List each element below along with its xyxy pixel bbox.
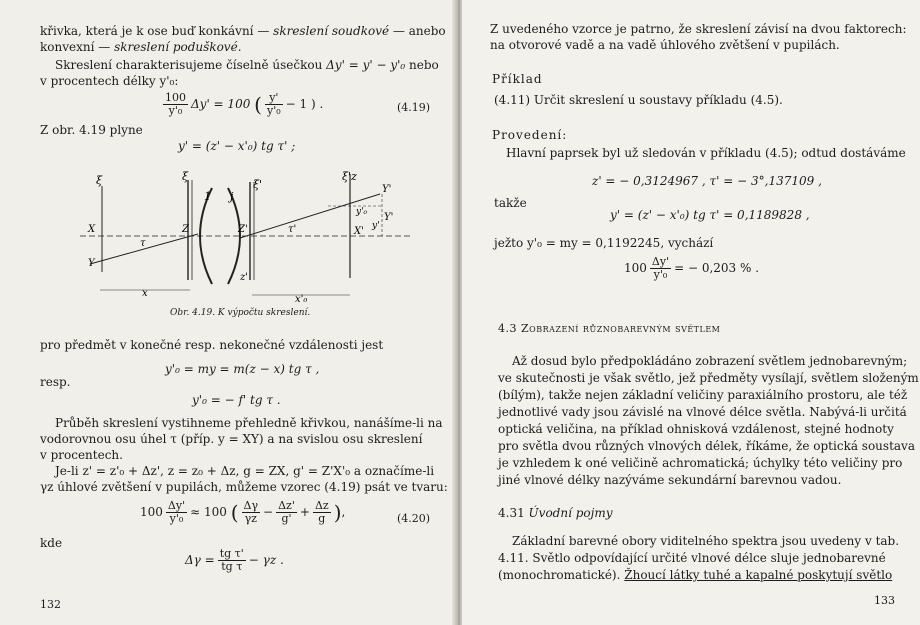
r-equation-2: y' = (z' − x'₀) tg τ' = 0,1189828 , bbox=[610, 208, 810, 222]
heading-priklad: Příklad bbox=[492, 72, 543, 86]
b-line-1: Až dosud bylo předpokládáno zobrazení světlem jednobarevným; bbox=[512, 354, 908, 368]
equation-tg: y' = (z' − x'₀) tg τ' ; bbox=[178, 139, 296, 153]
label-x: x bbox=[142, 288, 148, 299]
label-Y: Y bbox=[88, 258, 95, 269]
c-line-3: (monochromatické). Žhoucí látky tuhé a kapalné poskytují světlo bbox=[498, 568, 893, 582]
section-heading-4-3: 4.3 Zobrazení různobarevným světlem bbox=[498, 322, 721, 335]
equation-y0: y'₀ = my = m(z − x) tg τ , bbox=[165, 362, 320, 376]
label-y-prime: y' bbox=[372, 221, 380, 231]
label-z-prime: z' bbox=[240, 272, 249, 283]
c-line-1: Základní barevné obory viditelného spektra jsou uvedeny v tab. bbox=[512, 534, 900, 548]
r-line-1: Z uvedeného vzorce je patrno, že skreslení závisí na dvou faktorech: bbox=[490, 22, 907, 36]
label-Y-prime-top: Y' bbox=[382, 184, 392, 195]
page-number-left: 132 bbox=[40, 598, 61, 611]
r-line-8: ježto y'₀ = my = 0,1192245, vychází bbox=[494, 236, 714, 250]
equation-dgamma: Δγ = $\frac{\text{tg τ'}}{\text{tg τ}}$ − γz . bbox=[185, 547, 284, 573]
left-page bbox=[0, 0, 456, 625]
r-equation-1: z' = − 0,3124967 , τ' = − 3°,137109 , bbox=[592, 174, 822, 188]
para-2: vodorovnou osu úhel τ (příp. y = XY) a na svislou osu skreslení bbox=[40, 432, 423, 446]
page-number-right: 133 bbox=[874, 594, 895, 607]
figure-4-19 bbox=[80, 170, 415, 305]
r-line-2: na otvorové vadě a na vadě úhlového zvětšení v pupilách. bbox=[490, 38, 840, 52]
para-3: v procentech. bbox=[40, 448, 123, 462]
line-resp: resp. bbox=[40, 375, 71, 389]
figure-caption: Obr. 4.19. K výpočtu skreslení. bbox=[170, 308, 311, 318]
label-xi-prime: ξ' bbox=[253, 178, 263, 191]
label-xi-2: ξ bbox=[182, 170, 189, 183]
r-equation-3: 100 $\frac{\Delta y'}{\text{y'₀}}$ = − 0,203 % . bbox=[624, 255, 760, 281]
c-line-2: 4.11. Světlo odpovídající určité vlnové délce sluje jednobarevné bbox=[498, 551, 886, 565]
subsection-heading-4-31: 4.31 Úvodní pojmy bbox=[498, 506, 613, 520]
label-xi-z: ξ'z bbox=[342, 170, 357, 183]
label-j: j bbox=[230, 190, 234, 203]
label-X-prime: X' bbox=[354, 226, 364, 237]
line-3: Skreslení charakterisujeme číselně úsečkou Δy' = y' − y'₀ nebo bbox=[55, 58, 439, 72]
b-line-3: (bílým), takže nejen základní veličiny paraxiálního prostoru, ale též bbox=[498, 388, 908, 402]
b-line-2: ve skutečnosti je však světlo, jež předměty vysílají, světlem složeným bbox=[498, 371, 919, 385]
line-1: křivka, která je k ose buď konkávní — skreslení soudkové — anebo bbox=[40, 24, 446, 38]
label-X: X bbox=[88, 224, 96, 235]
label-tau: τ bbox=[140, 238, 146, 249]
label-x0-prime: x'₀ bbox=[295, 294, 308, 305]
equation-4-20: 100 $\frac{\Delta y'}{\text{y'₀}}$ ≈ 100 ( $\frac{\Delta\gamma}{\gamma z}$ − $\frac{\Delta z'}{g'}$ + $\frac{\Delta z}{g}$ ), bbox=[140, 499, 346, 525]
r-line-3: (4.11) Určit skreslení u soustavy příkladu (4.5). bbox=[494, 93, 783, 107]
line-zobr: Z obr. 4.19 plyne bbox=[40, 123, 143, 137]
heading-provedeni: Provedení: bbox=[492, 128, 568, 142]
label-tau-prime: τ' bbox=[288, 224, 297, 235]
para-5: γz úhlové zvětšení v pupilách, můžeme vzorec (4.19) psát ve tvaru: bbox=[40, 480, 448, 494]
equation-number-4-19: (4.19) bbox=[397, 101, 431, 114]
line-pro: pro předmět v konečné resp. nekonečné vzdálenosti jest bbox=[40, 338, 384, 352]
para-1: Průběh skreslení vystihneme přehledně křivkou, nanášíme-li na bbox=[55, 416, 443, 430]
label-Z-prime: Z' bbox=[238, 224, 248, 235]
line-kde: kde bbox=[40, 536, 63, 550]
b-line-6: pro světla dvou různých vlnových délek, říkáme, že optická soustava bbox=[498, 439, 915, 453]
label-Y-prime: Y' bbox=[384, 212, 394, 223]
para-4: Je-li z' = z'₀ + Δz', z = z₀ + Δz, g = ZX, g' = Z'X'₀ a označíme-li bbox=[55, 464, 435, 478]
r-line-takze: takže bbox=[494, 196, 527, 210]
line-2: konvexní — skreslení poduškové. bbox=[40, 40, 242, 54]
right-page bbox=[462, 0, 920, 625]
equation-4-19: $\frac{100}{\text{y'₀}}$ Δy' = 100 ( $\frac{y'}{\text{y'₀}}$ − 1 ) . bbox=[165, 91, 324, 117]
b-line-5: optická veličina, na příklad ohnisková vzdálenost, stejné hodnoty bbox=[498, 422, 894, 436]
label-Z: Z bbox=[182, 224, 189, 235]
b-line-7: je vzhledem k oné veličině achromatická; úchylky této veličiny pro bbox=[498, 456, 903, 470]
label-y0-prime: y'₀ bbox=[356, 207, 368, 217]
label-1: 1 bbox=[204, 190, 211, 203]
b-line-4: jednotlivé vady jsou závislé na vlnové délce světla. Nabývá-li určitá bbox=[498, 405, 907, 419]
label-xi: ξ bbox=[96, 174, 103, 187]
equation-y0b: y'₀ = − f' tg τ . bbox=[192, 393, 281, 407]
equation-number-4-20: (4.20) bbox=[397, 512, 431, 525]
line-4: v procentech délky y'₀: bbox=[40, 74, 179, 88]
b-line-8: jiné vlnové délky nazýváme sekundární barevnou vadou. bbox=[498, 473, 842, 487]
r-line-4: Hlavní paprsek byl už sledován v příkladu (4.5); odtud dostáváme bbox=[506, 146, 906, 160]
